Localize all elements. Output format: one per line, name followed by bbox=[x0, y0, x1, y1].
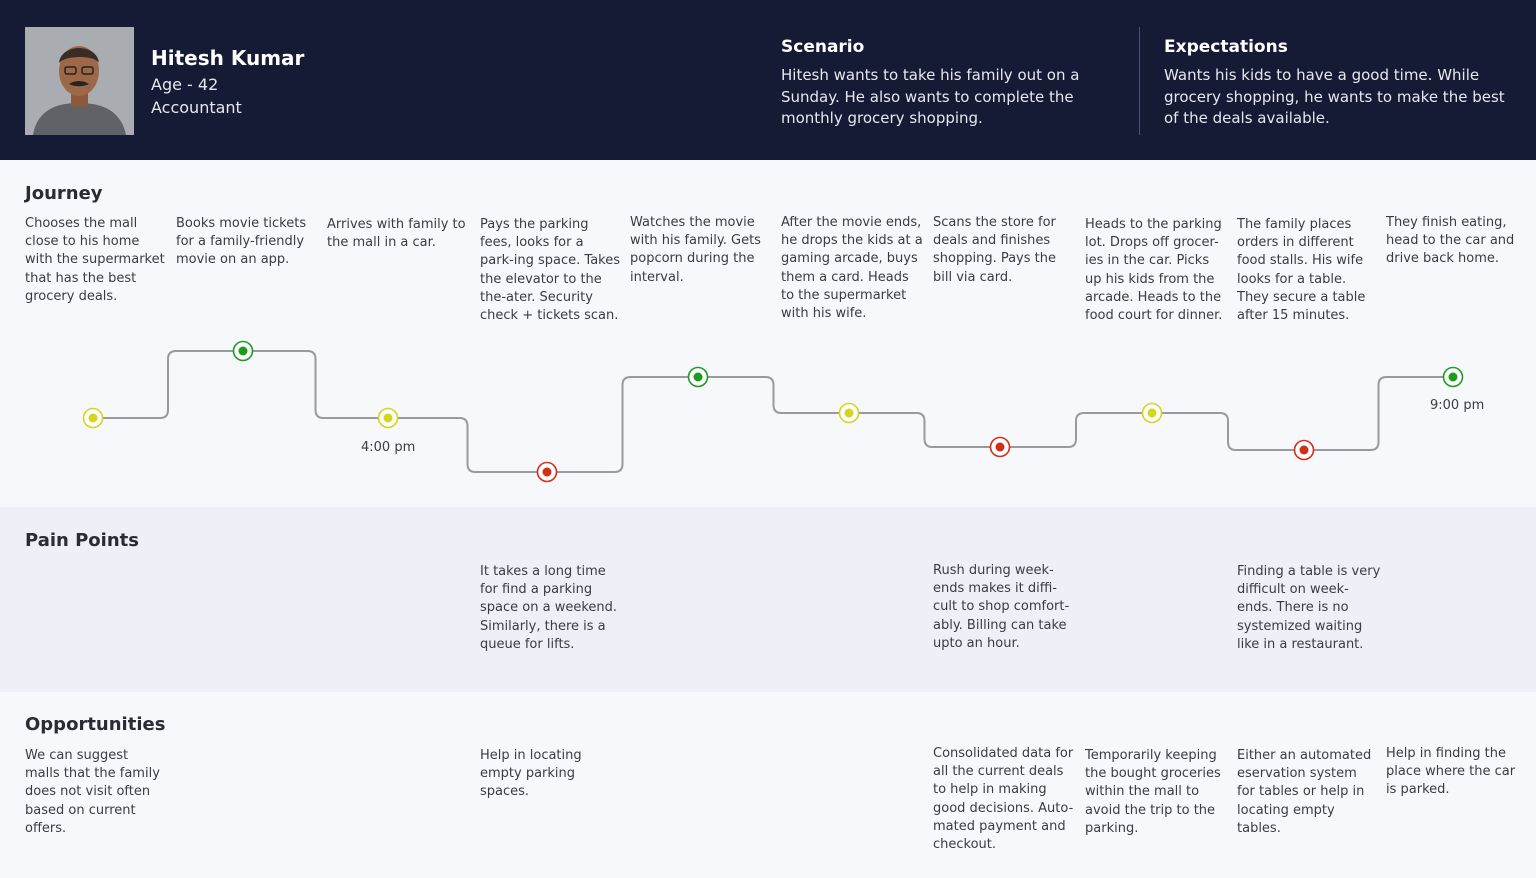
journey-step-8: Heads to the parking lot. Drops off grocer-ies in the car. Picks up his kids from the arcade. Heads to the food court for dinner. bbox=[1085, 217, 1223, 324]
emotion-marker-positive bbox=[1444, 368, 1463, 387]
start-time-label: 4:00 pm bbox=[361, 440, 416, 455]
journey-step-10: They finish eating, head to the car and drive back home. bbox=[1386, 215, 1515, 267]
emotion-marker-negative bbox=[1295, 441, 1314, 460]
pain-point-shopping: Rush during week-ends makes it diffi-cult to shop comfort-ably. Billing can take upto an hour. bbox=[933, 563, 1070, 651]
expectations-text: Wants his kids to have a good time. While grocery shopping, he wants to make the best of the deals available. bbox=[1164, 66, 1505, 127]
journey-step-9: The family places orders in different food stalls. His wife looks for a table. They secure a table after 15 minutes. bbox=[1237, 217, 1366, 324]
emotion-marker-negative bbox=[991, 438, 1010, 457]
emotion-marker-positive bbox=[689, 368, 708, 387]
pain-point-parking: It takes a long time for find a parking space on a weekend. Similarly, there is a queue for lifts. bbox=[480, 564, 618, 652]
persona-name: Hitesh Kumar bbox=[151, 46, 305, 70]
journey-step-7: Scans the store for deals and finishes shopping. Pays the bill via card. bbox=[933, 215, 1056, 285]
pain-points-title: Pain Points bbox=[25, 530, 139, 551]
emotion-marker-neutral bbox=[840, 404, 859, 423]
opportunity-parking: Help in locating empty parking spaces. bbox=[480, 748, 582, 800]
journey-title: Journey bbox=[25, 183, 103, 204]
journey-step-3: Arrives with family to the mall in a car. bbox=[327, 217, 466, 251]
opportunities-title: Opportunities bbox=[25, 714, 166, 735]
opportunity-malls: We can suggest malls that the family does not visit often based on current offers. bbox=[25, 748, 160, 836]
opportunity-car-finder: Help in finding the place where the car is parked. bbox=[1386, 746, 1516, 798]
scenario-text: Hitesh wants to take his family out on a Sunday. He also wants to complete the monthly grocery shopping. bbox=[781, 66, 1080, 127]
expectations-title: Expectations bbox=[1164, 37, 1288, 57]
scenario-title: Scenario bbox=[781, 37, 865, 57]
journey-step-6: After the movie ends, he drops the kids at a gaming arcade, buys them a card. Heads to the supermarket with his wife. bbox=[781, 215, 923, 322]
emotion-marker-negative bbox=[538, 463, 557, 482]
opportunity-reservation: Either an automated eservation system for tables or help in locating empty tables. bbox=[1237, 748, 1372, 836]
emotion-marker-neutral bbox=[84, 409, 103, 428]
opportunity-groceries: Temporarily keeping the bought groceries within the mall to avoid the trip to the parking. bbox=[1085, 748, 1221, 836]
journey-step-1: Chooses the mall close to his home with the supermarket that has the best grocery deals. bbox=[25, 216, 165, 304]
journey-step-2: Books movie tickets for a family-friendly movie on an app. bbox=[176, 216, 307, 268]
journey-step-5: Watches the movie with his family. Gets popcorn during the interval. bbox=[630, 215, 761, 285]
emotion-marker-positive bbox=[234, 342, 253, 361]
emotion-curve-line bbox=[93, 351, 1453, 472]
persona-age: Age - 42 bbox=[151, 75, 219, 94]
pain-point-table: Finding a table is very difficult on week-ends. There is no systemized waiting like in a restaurant. bbox=[1237, 564, 1381, 652]
emotion-marker-neutral bbox=[379, 409, 398, 428]
emotion-marker-neutral bbox=[1143, 404, 1162, 423]
end-time-label: 9:00 pm bbox=[1430, 398, 1485, 413]
journey-step-4: Pays the parking fees, looks for a park-ing space. Takes the elevator to the the-ater. Security check + tickets scan. bbox=[480, 217, 621, 324]
emotion-markers bbox=[84, 342, 1463, 482]
persona-role: Accountant bbox=[151, 98, 242, 117]
opportunity-deals: Consolidated data for all the current deals to help in making good decisions. Auto-mated payment and checkout. bbox=[933, 746, 1074, 853]
